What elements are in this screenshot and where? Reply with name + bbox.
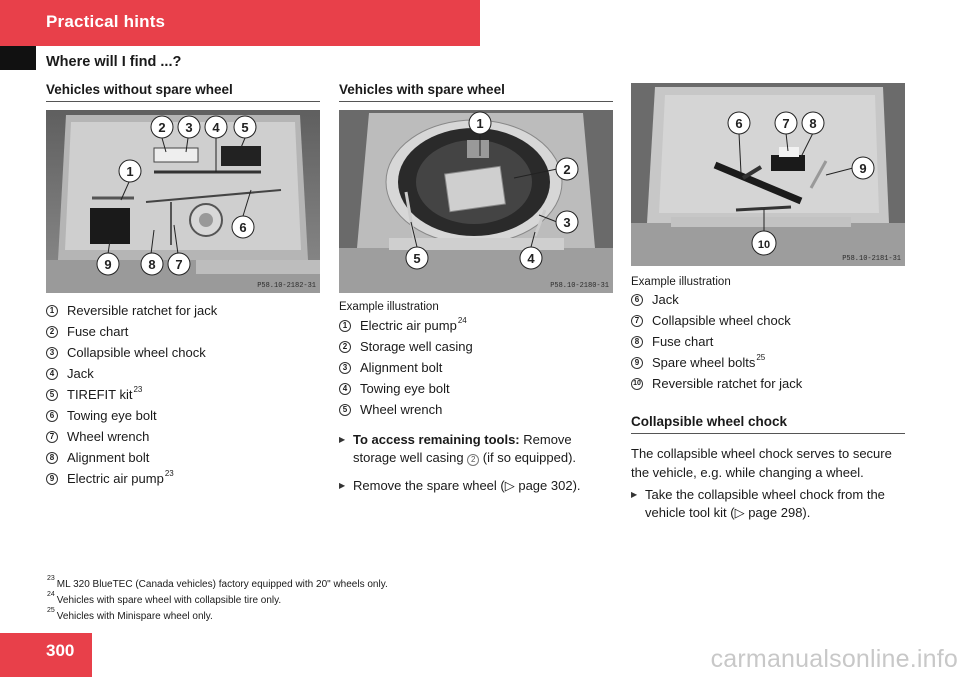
instruction-access-tools <box>339 431 613 467</box>
footnotes <box>46 574 388 625</box>
instruction-remove-spare[interactable]: ▶ Remove the spare wheel (▷ page 302). <box>339 477 613 495</box>
legend-number: 5 <box>46 389 58 401</box>
legend-label: Reversible ratchet for jack <box>67 303 218 318</box>
legend-number: 1 <box>46 305 58 317</box>
legend-item <box>46 426 320 447</box>
heading-wheel-chock: Collapsible wheel chock <box>631 414 905 434</box>
legend-item <box>46 363 320 384</box>
chapter-title: Practical hints <box>46 12 166 31</box>
legend-label: Spare wheel bolts <box>652 355 756 370</box>
heading-without-spare: Vehicles without spare wheel <box>46 82 320 102</box>
page-number: 300 <box>46 641 75 660</box>
legend-item: 9 Electric air pump $^{23}$ <box>46 468 320 489</box>
legend-number: 7 <box>46 431 58 443</box>
svg-text:5: 5 <box>241 120 249 135</box>
legend-item <box>46 300 320 321</box>
legend-number: 9 <box>46 473 58 485</box>
callout-numbers <box>46 110 320 293</box>
svg-text:2: 2 <box>158 120 166 135</box>
legend-label: Electric air pump <box>360 318 457 333</box>
legend-number: 2 <box>46 326 58 338</box>
legend-label: Electric air pump <box>67 471 164 486</box>
legend-number: 3 <box>46 347 58 359</box>
legend-item <box>631 331 905 352</box>
inline-reference: 2 <box>467 454 479 466</box>
svg-text:4: 4 <box>527 251 535 266</box>
legend-item <box>339 357 613 378</box>
legend-item <box>46 405 320 426</box>
heading-with-spare: Vehicles with spare wheel <box>339 82 613 102</box>
legend-with-spare <box>339 315 613 420</box>
legend-number: 10 <box>631 378 643 390</box>
legend-number: 1 <box>339 320 351 332</box>
legend-label: Jack <box>67 366 94 381</box>
instruction-take-chock[interactable]: ▶ Take the collapsible wheel chock from the vehicle tool kit (▷ page 298). <box>631 486 905 522</box>
column-without-spare <box>46 82 320 489</box>
legend-item: 9 Spare wheel bolts $^{25}$ <box>631 352 905 373</box>
legend-item <box>631 310 905 331</box>
legend-item: 1 Electric air pump $^{24}$ <box>339 315 613 336</box>
legend-number: 8 <box>46 452 58 464</box>
legend-label: Jack <box>652 292 679 307</box>
svg-text:6: 6 <box>239 220 247 235</box>
instruction-text: Remove storage well casing <box>353 432 572 465</box>
footnote <box>46 606 388 625</box>
photo-code: P58.10-2182-31 <box>257 282 316 290</box>
legend-number: 2 <box>339 341 351 353</box>
legend-label: Reversible ratchet for jack <box>652 376 803 391</box>
photo-without-spare <box>46 110 320 293</box>
legend-number: 6 <box>46 410 58 422</box>
legend-item <box>631 289 905 310</box>
svg-text:8: 8 <box>809 116 817 131</box>
section-marker <box>0 46 36 70</box>
legend-without-spare <box>46 300 320 489</box>
svg-text:7: 7 <box>782 116 790 131</box>
legend-item <box>46 447 320 468</box>
callout-numbers <box>339 110 613 293</box>
footnote-text: Vehicles with spare wheel with collapsible tire only. <box>56 595 282 606</box>
column-spare-tools <box>631 82 905 522</box>
svg-text:9: 9 <box>104 257 112 272</box>
instruction-bold: To access remaining tools: <box>353 432 520 447</box>
svg-text:5: 5 <box>413 251 421 266</box>
svg-text:2: 2 <box>563 162 571 177</box>
legend-number: 9 <box>631 357 643 369</box>
legend-number: 6 <box>631 294 643 306</box>
legend-label: Fuse chart <box>67 324 129 339</box>
svg-text:8: 8 <box>148 257 156 272</box>
legend-label: Alignment bolt <box>67 450 150 465</box>
photo-spare-tools <box>631 83 905 266</box>
legend-number: 3 <box>339 362 351 374</box>
legend-label: Collapsible wheel chock <box>652 313 791 328</box>
legend-item <box>46 321 320 342</box>
legend-number: 7 <box>631 315 643 327</box>
legend-label: TIREFIT kit <box>67 387 133 402</box>
footnote <box>46 590 388 609</box>
legend-label: Fuse chart <box>652 334 714 349</box>
legend-number: 4 <box>46 368 58 380</box>
legend-number: 8 <box>631 336 643 348</box>
legend-label: Wheel wrench <box>360 402 443 417</box>
svg-text:7: 7 <box>175 257 183 272</box>
legend-label: Towing eye bolt <box>67 408 157 423</box>
column-with-spare <box>339 82 613 495</box>
legend-item <box>631 373 905 394</box>
legend-label: Storage well casing <box>360 339 473 354</box>
svg-text:9: 9 <box>859 161 867 176</box>
legend-item <box>339 378 613 399</box>
svg-text:3: 3 <box>563 215 571 230</box>
svg-text:10: 10 <box>757 239 771 251</box>
footnote <box>46 574 388 593</box>
photo-code: P58.10-2180-31 <box>550 282 609 290</box>
footnote-text: Vehicles with Minispare wheel only. <box>56 611 213 622</box>
footnote-number: 24 <box>47 590 55 598</box>
legend-item <box>46 342 320 363</box>
svg-text:1: 1 <box>126 164 134 179</box>
svg-text:1: 1 <box>476 116 484 131</box>
watermark: carmanualsonline.info <box>710 645 958 673</box>
footnote-number: 25 <box>47 606 55 614</box>
photo-caption: Example illustration <box>631 276 731 288</box>
svg-text:4: 4 <box>212 120 220 135</box>
legend-item <box>339 399 613 420</box>
footnote-number: 23 <box>47 574 55 582</box>
legend-label: Collapsible wheel chock <box>67 345 206 360</box>
photo-with-spare <box>339 110 613 293</box>
legend-label: Wheel wrench <box>67 429 150 444</box>
footnote-text: ML 320 BlueTEC (Canada vehicles) factory equipped with 20" wheels only. <box>56 579 388 590</box>
svg-text:3: 3 <box>185 120 193 135</box>
legend-item <box>339 336 613 357</box>
section-title: Where will I find ...? <box>46 54 182 70</box>
photo-caption: Example illustration <box>339 301 439 313</box>
legend-number: 5 <box>339 404 351 416</box>
svg-text:6: 6 <box>735 116 743 131</box>
legend-number: 4 <box>339 383 351 395</box>
legend-label: Towing eye bolt <box>360 381 450 396</box>
legend-item: 5 TIREFIT kit $^{23}$ <box>46 384 320 405</box>
photo-code: P58.10-2181-31 <box>842 255 901 263</box>
callout-numbers <box>631 83 905 266</box>
instruction-text: (if so equipped). <box>479 450 577 465</box>
legend-label: Alignment bolt <box>360 360 443 375</box>
wheel-chock-description: The collapsible wheel chock serves to secure the vehicle, e.g. while changing a wheel. <box>631 446 892 480</box>
legend-spare-tools <box>631 289 905 394</box>
